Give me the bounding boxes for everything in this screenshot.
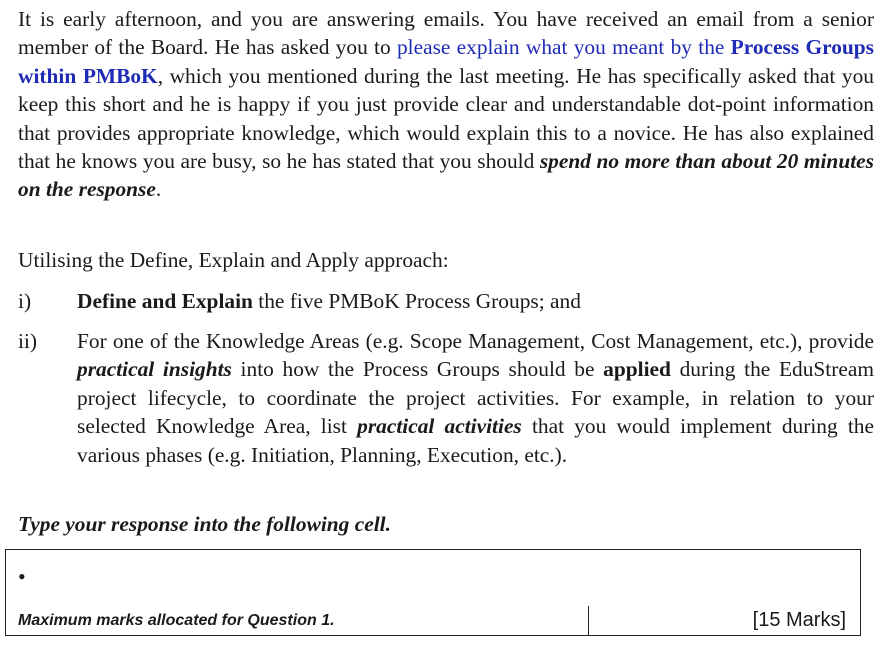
- scenario-text-end: .: [155, 177, 162, 202]
- task-item-number: i): [18, 289, 32, 313]
- task-item-text: into how the Process Groups should be: [231, 357, 604, 382]
- task-item-number: ii): [18, 329, 38, 353]
- bullet-point: •: [18, 564, 26, 589]
- practical-insights-emphasis: practical insights: [77, 357, 232, 382]
- marks-label: Maximum marks allocated for Question 1.: [6, 606, 589, 635]
- marks-value: [15 Marks]: [752, 609, 846, 631]
- task-item-text: For one of the Knowledge Areas (e.g. Scope Management, Cost Management, etc.), provide: [77, 329, 874, 353]
- time-limit-emphasis: spend no more than about 20 minutes on the response: [18, 149, 874, 202]
- task-item-text: that you would implement during the various phases (e.g. Initiation, Planning, Execution, etc.).: [77, 414, 874, 467]
- applied-emphasis: applied: [603, 357, 671, 382]
- request-link-bold: Process Groups within PMBoK: [18, 35, 875, 88]
- task-item-text: during the EduStream project lifecycle, to coordinate the project activities. For example, in relation to your selected Knowledge Area, list: [77, 357, 874, 439]
- practical-activities-emphasis: practical activities: [357, 414, 522, 439]
- scenario-text-1: It is early afternoon, and you are answering emails. You have received an email from a senior member of the Board. He has asked you to: [18, 7, 874, 60]
- task-item-text: the five PMBoK Process Groups; and: [252, 289, 581, 313]
- request-link-text: please explain what you meant by the: [396, 35, 731, 60]
- scenario-paragraph: [18, 5, 874, 204]
- scenario-text-2: , which you mentioned during the last meeting. He has specifically asked that you keep this short and he is happy if you just provide clear and understandable dot-point information that provides appropriate knowledge, which would explain this to a novice. He has also explained that he knows you are busy, so he has stated that you should: [18, 63, 874, 174]
- task-item-bold: Define and Explain: [77, 289, 253, 313]
- approach-text: Utilising the Define, Explain and Apply approach:: [18, 248, 449, 272]
- response-cell[interactable]: [5, 549, 861, 607]
- marks-row: [5, 606, 861, 636]
- response-instruction: Type your response into the following cell.: [18, 512, 391, 536]
